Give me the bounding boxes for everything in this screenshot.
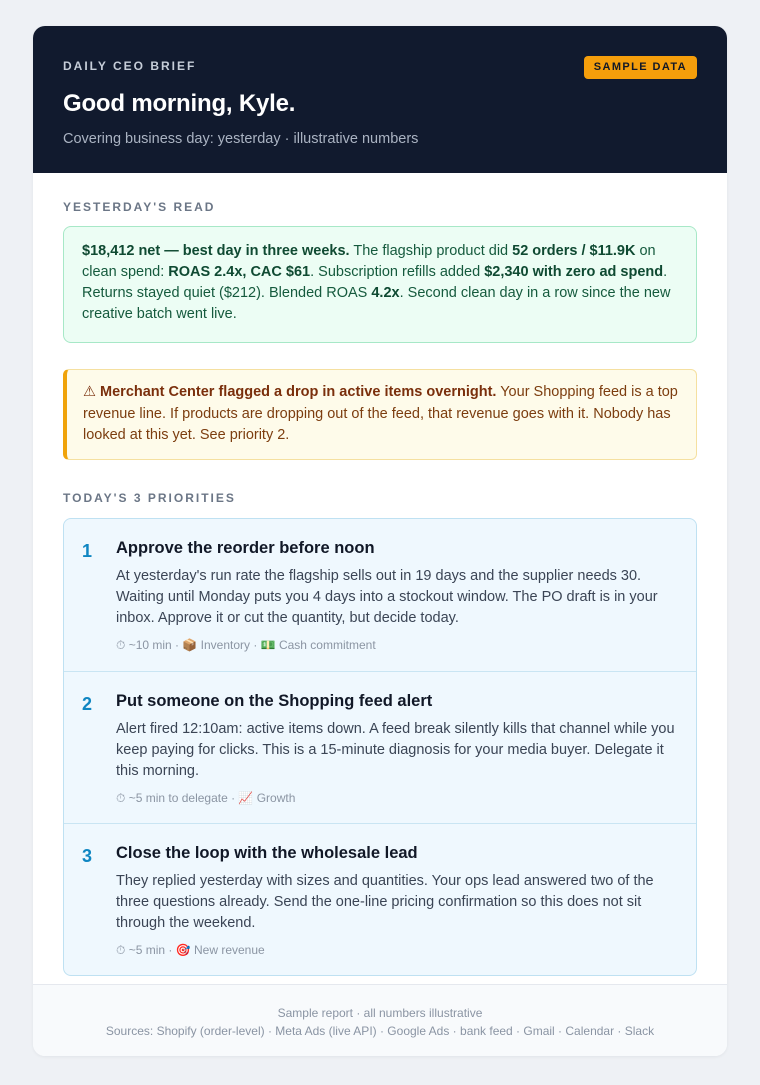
eyebrow: DAILY CEO BRIEF xyxy=(63,59,197,73)
summary-highlight: 52 orders / $11.9K xyxy=(512,243,636,259)
priority-title: Approve the reorder before noon xyxy=(116,539,375,557)
summary-highlight: $2,340 with zero ad spend xyxy=(484,264,664,280)
footer-sources: Sources: Shopify (order-level) · Meta Ads (live API) · Google Ads · bank feed · Gmail · Calendar · Slack xyxy=(105,1024,655,1038)
priority-title: Close the loop with the wholesale lead xyxy=(116,844,418,862)
priority-meta: ⏱ ~5 min to delegate · 📈 Growth xyxy=(116,790,296,805)
header xyxy=(33,26,727,173)
summary-highlight: $18,412 net — best day in three weeks. xyxy=(82,243,350,259)
summary-text: on clean spend: xyxy=(82,243,656,280)
priority-body: Alert fired 12:10am: active items down. A feed break silently kills that channel while you keep paying for clicks. This is a 15-minute diagnosis for your media buyer. Delegate it this morning. xyxy=(116,720,675,779)
summary-text: . Returns stayed quiet ($212). Blended ROAS xyxy=(82,264,668,301)
sample-data-badge: SAMPLE DATA xyxy=(584,56,697,79)
yesterday-summary xyxy=(63,226,697,343)
warning-icon: ⚠ xyxy=(83,384,96,400)
feed-alert xyxy=(63,369,697,460)
priority-item xyxy=(64,672,696,825)
greeting-title: Good morning, Kyle. xyxy=(63,90,296,117)
alert-headline: Merchant Center flagged a drop in active items overnight. xyxy=(100,384,497,400)
footer xyxy=(33,984,727,1056)
summary-highlight: 4.2x xyxy=(371,285,400,301)
priorities-list xyxy=(63,518,697,976)
priority-body: At yesterday's run rate the flagship sells out in 19 days and the supplier needs 30. Waiting until Monday puts you 4 days into a stockout window. The PO draft is in your inbox. Approve it or cut the quantity, but decide today. xyxy=(116,568,658,626)
summary-text: . Subscription refills added xyxy=(310,264,485,280)
yesterday-label: YESTERDAY'S READ xyxy=(63,200,216,214)
summary-highlight: ROAS 2.4x, CAC $61 xyxy=(168,264,311,280)
priority-item xyxy=(64,824,696,976)
priorities-label: TODAY'S 3 PRIORITIES xyxy=(63,491,236,505)
brief-card xyxy=(33,26,727,1056)
summary-text: The flagship product did xyxy=(349,243,513,259)
alert-body: Your Shopping feed is a top revenue line. If products are dropping out of the feed, that revenue goes with it. Nobody has looked at this yet. See priority 2. xyxy=(83,384,678,443)
priority-item xyxy=(64,519,696,672)
priority-number: 2 xyxy=(82,693,93,714)
footer-note: Sample report · all numbers illustrative xyxy=(277,1006,483,1020)
priority-number: 3 xyxy=(82,846,93,866)
priority-number: 1 xyxy=(82,541,93,561)
priority-meta: ⏱ ~10 min · 📦 Inventory · 💵 Cash commitment xyxy=(116,638,376,652)
priority-meta: ⏱ ~5 min · 🎯 New revenue xyxy=(116,943,265,957)
summary-text: . Second clean day in a row since the new creative batch went live. xyxy=(82,285,671,322)
header-subtitle: Covering business day: yesterday · illustrative numbers xyxy=(63,131,419,147)
priority-body: They replied yesterday with sizes and quantities. Your ops lead answered two of the three questions already. Send the one-line pricing confirmation so this does not sit through the weekend. xyxy=(116,873,654,931)
priority-title: Put someone on the Shopping feed alert xyxy=(116,691,433,710)
